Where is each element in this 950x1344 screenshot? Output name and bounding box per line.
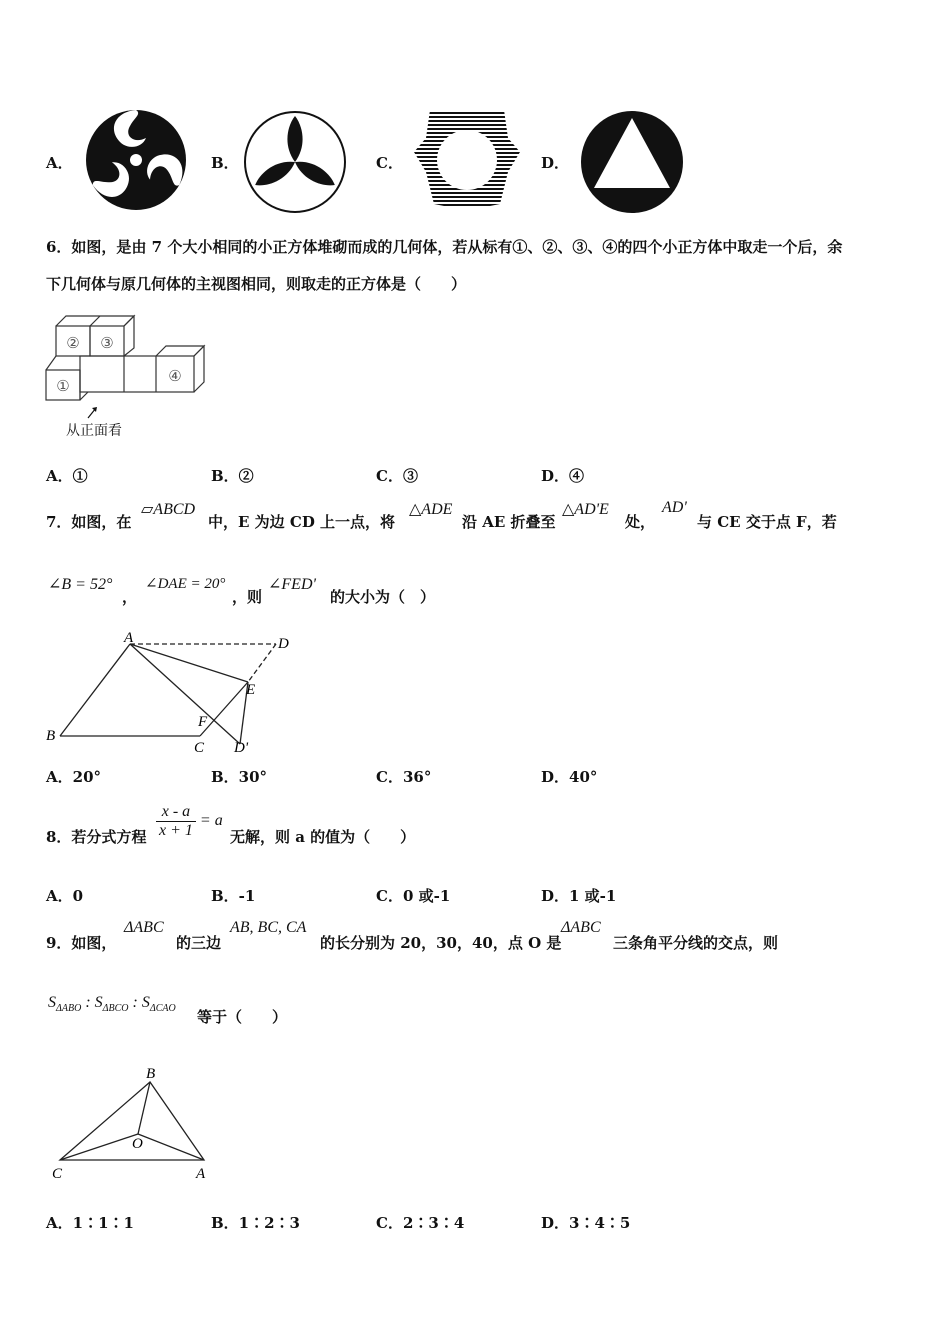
q7-stem-part5: 与 CE 交于点 F，若 [697, 513, 837, 531]
q9-math-abc-2: ΔABC [561, 919, 601, 936]
q7-option-c[interactable]: C．36° [376, 768, 432, 786]
q9-point-a: A [196, 1166, 206, 1182]
q9-sub1: ΔABO [56, 1003, 82, 1015]
q7-math-abcd: ▱ABCD [141, 501, 196, 518]
q6-option-c[interactable]: C．③ [376, 467, 418, 485]
q9-colon1: : [85, 994, 91, 1011]
triangle-in-circle-icon [580, 110, 684, 214]
q7-point-d: D [278, 636, 289, 652]
q6-view-label: 从正面看 [66, 423, 122, 439]
q7-math-angle-dae: ∠DAE = 20° [145, 576, 226, 592]
q7-math-angle-fed: ∠FED' [268, 576, 316, 593]
q9-stem-part2: 的三边 [176, 934, 222, 952]
q8-option-c[interactable]: C．0 或-1 [376, 887, 451, 905]
q5-option-d-label: D． [541, 154, 570, 172]
q9-point-b: B [146, 1066, 156, 1082]
cube-label-4: ④ [168, 367, 182, 385]
q7-point-f: F [198, 714, 208, 730]
q9-s2: S [94, 994, 103, 1011]
q8-stem-part1: 8．若分式方程 [46, 828, 147, 846]
q9-option-b[interactable]: B．1∶2∶3 [211, 1214, 300, 1232]
q6-stem-line1: 6．如图，是由 7 个大小相同的小正方体堆砌而成的几何体，若从标有①、②、③、④的四个小正方体中取走一个后，余 [46, 238, 843, 256]
q7-stem-part1: 7．如图，在 [46, 513, 132, 531]
q8-numerator: x - a [156, 803, 196, 822]
q5-option-b-label: B． [211, 154, 239, 172]
q5-option-c-label: C． [376, 154, 403, 172]
q9-stem-part5: 等于（ ） [197, 1008, 288, 1026]
q9-sub3: ΔCAO [149, 1003, 176, 1015]
cube-label-1: ① [56, 377, 70, 395]
q6-stem-line2: 下几何体与原几何体的主视图相同，则取走的正方体是（ ） [46, 275, 467, 293]
q9-stem-part1: 9．如图， [46, 934, 117, 952]
q9-triangle-figure [46, 1062, 216, 1188]
q9-point-c: C [52, 1166, 63, 1182]
q7-sep: ， [122, 588, 138, 606]
q5-option-a-label: A． [46, 154, 73, 172]
q6-option-d[interactable]: D．④ [541, 467, 585, 485]
q7-stem-part6: ，则 [232, 588, 263, 606]
q7-point-c: C [194, 740, 205, 756]
q9-s1: S [48, 994, 56, 1011]
three-petal-circle-icon [243, 110, 347, 214]
q7-math-adp: AD' [662, 499, 687, 516]
q9-math-sides: AB, BC, CA [230, 919, 307, 936]
q7-option-d[interactable]: D．40° [541, 768, 598, 786]
swirl-three-arm-icon [84, 108, 188, 212]
q7-option-a[interactable]: A．20° [46, 768, 102, 786]
q8-option-a[interactable]: A．0 [46, 887, 84, 905]
q9-s3: S [141, 994, 150, 1011]
q7-math-adpe: △AD'E [562, 501, 609, 518]
q7-point-d-prime: D' [234, 740, 249, 756]
q8-fraction [156, 803, 223, 840]
q6-cube-figure [44, 312, 214, 412]
q9-math-abc-1: ΔABC [124, 919, 164, 936]
q9-area-ratio [48, 994, 176, 1014]
q9-point-o: O [132, 1136, 143, 1152]
q6-option-a[interactable]: A．① [46, 467, 88, 485]
q7-stem-part3: 沿 AE 折叠至 [462, 513, 556, 531]
q9-sub2: ΔBCO [102, 1003, 129, 1015]
q7-option-b[interactable]: B．30° [211, 768, 268, 786]
q6-option-b[interactable]: B．② [211, 467, 254, 485]
q7-math-ade: △ADE [409, 501, 453, 518]
q7-point-a: A [124, 630, 134, 646]
q8-option-b[interactable]: B．-1 [211, 887, 256, 905]
q7-stem-part2: 中，E 为边 CD 上一点，将 [208, 513, 396, 531]
q8-option-d[interactable]: D．1 或-1 [541, 887, 617, 905]
q9-colon2: : [132, 994, 138, 1011]
cube-label-2: ② [66, 334, 80, 352]
q8-rhs: = a [199, 812, 223, 830]
q8-denominator: x + 1 [159, 822, 193, 839]
q9-option-d[interactable]: D．3∶4∶5 [541, 1214, 631, 1232]
q7-math-angle-b: ∠B = 52° [48, 576, 113, 593]
cube-label-3: ③ [100, 334, 114, 352]
q7-point-b: B [46, 728, 56, 744]
striped-pentagon-ring-icon [412, 108, 522, 212]
q8-stem-part2: 无解，则 a 的值为（ ） [230, 828, 416, 846]
q7-parallelogram-figure [40, 628, 300, 758]
q9-stem-part4: 三条角平分线的交点，则 [613, 934, 779, 952]
q9-option-c[interactable]: C．2∶3∶4 [376, 1214, 465, 1232]
q7-stem-part7: 的大小为（ ） [330, 588, 436, 606]
q7-stem-part4: 处， [625, 513, 656, 531]
q9-stem-part3: 的长分别为 20，30，40，点 O 是 [320, 934, 562, 952]
q9-option-a[interactable]: A．1∶1∶1 [46, 1214, 134, 1232]
q7-point-e: E [246, 682, 256, 698]
